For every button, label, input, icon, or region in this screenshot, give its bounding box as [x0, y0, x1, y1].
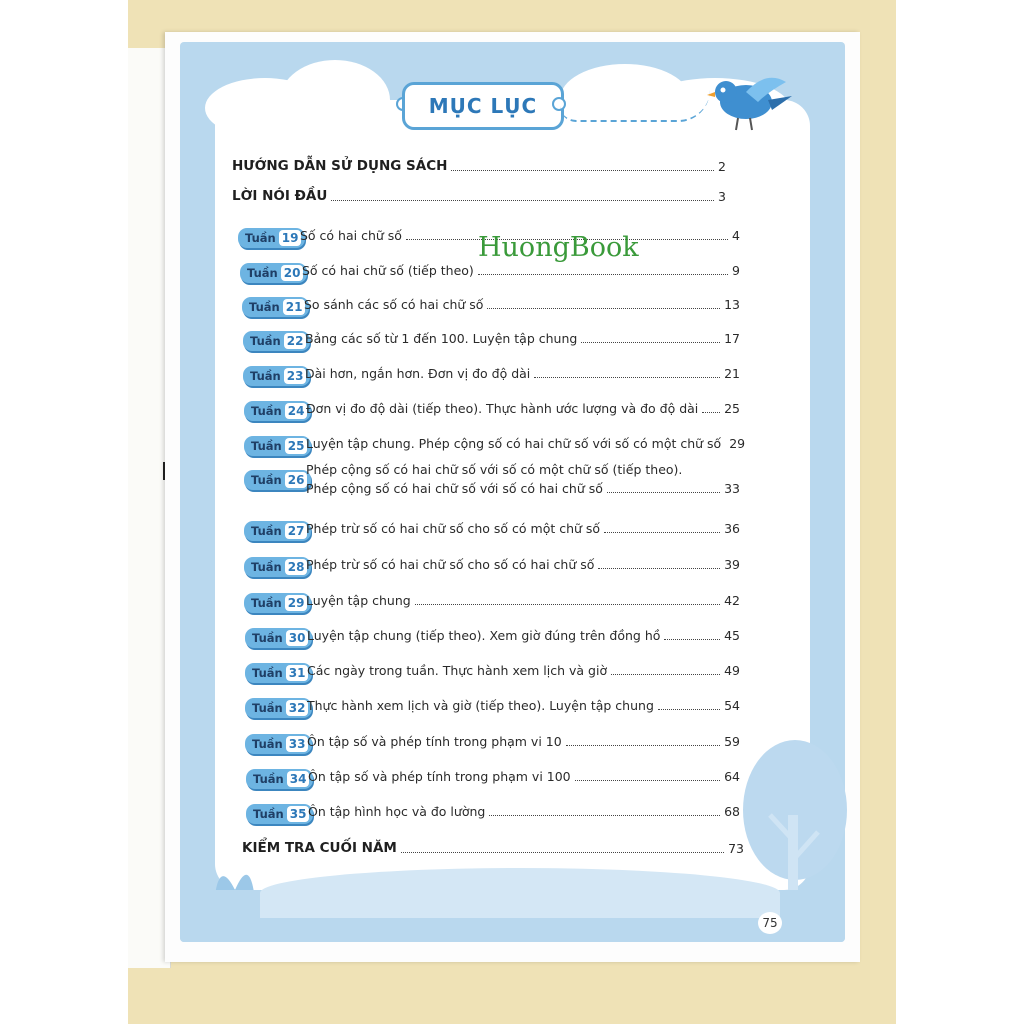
page-number: 75 [758, 912, 782, 934]
leader-dots [331, 200, 714, 201]
week-title-continued: Phép cộng số có hai chữ số với số có hai chữ số [306, 481, 603, 496]
week-title: Ôn tập số và phép tính trong phạm vi 100 [308, 769, 571, 784]
week-title: Thực hành xem lịch và giờ (tiếp theo). Luyện tập chung [307, 698, 654, 713]
week-word: Tuần [250, 369, 281, 383]
toc-entry-week[interactable] [307, 663, 740, 678]
week-number: 27 [285, 523, 308, 539]
entry-label: LỜI NÓI ĐẦU [232, 188, 328, 204]
entry-page: 29 [729, 436, 746, 451]
week-word: Tuần [253, 772, 284, 786]
leader-dots [611, 674, 720, 675]
week-number: 26 [285, 472, 308, 488]
week-badge [243, 366, 310, 386]
week-word: Tuần [251, 560, 282, 574]
week-word: Tuần [247, 266, 278, 280]
week-badge [244, 436, 311, 456]
week-badge [245, 663, 312, 683]
week-title: Ôn tập số và phép tính trong phạm vi 10 [307, 734, 562, 749]
entry-page: 42 [724, 593, 740, 608]
week-title: Luyện tập chung. Phép cộng số có hai chữ số với số có một chữ số [306, 436, 722, 451]
week-number: 21 [283, 299, 306, 315]
leader-dots [664, 639, 720, 640]
entry-page: 59 [724, 734, 740, 749]
entry-page: 33 [724, 481, 740, 496]
week-badge [245, 734, 312, 754]
leader-dots [604, 532, 720, 533]
entry-page: 13 [724, 297, 740, 312]
entry-page: 68 [724, 804, 740, 819]
leader-dots [487, 308, 720, 309]
week-word: Tuần [251, 473, 282, 487]
week-number: 28 [285, 559, 308, 575]
leader-dots [566, 745, 720, 746]
leader-dots [415, 604, 720, 605]
week-word: Tuần [252, 631, 283, 645]
entry-page: 73 [728, 841, 744, 856]
toc-entry-week[interactable] [305, 366, 740, 381]
week-number: 20 [281, 265, 304, 281]
entry-label: KIỂM TRA CUỐI NĂM [242, 840, 397, 856]
toc-entry-week[interactable] [304, 297, 740, 312]
week-word: Tuần [251, 524, 282, 538]
toc-entry-week[interactable] [308, 769, 740, 784]
leader-dots [401, 852, 724, 853]
toc-entry-week[interactable] [305, 331, 740, 346]
week-title: Đơn vị đo độ dài (tiếp theo). Thực hành ước lượng và đo độ dài [306, 401, 699, 416]
entry-page: 25 [724, 401, 740, 416]
week-number: 24 [285, 403, 308, 419]
week-badge [238, 228, 305, 248]
entry-page: 49 [724, 663, 740, 678]
week-title: Các ngày trong tuần. Thực hành xem lịch và giờ [307, 663, 608, 678]
week-title: Luyện tập chung (tiếp theo). Xem giờ đúng trên đồng hồ [307, 628, 661, 643]
week-badge [240, 263, 307, 283]
week-title: Phép cộng số có hai chữ số với số có một chữ số (tiếp theo). [306, 462, 683, 477]
ground-hill [260, 868, 780, 918]
week-badge [243, 331, 310, 351]
week-number: 19 [279, 230, 302, 246]
week-badge [245, 628, 312, 648]
week-word: Tuần [250, 334, 281, 348]
toc-entry-week[interactable] [302, 263, 740, 278]
week-number: 34 [287, 771, 310, 787]
week-title: So sánh các số có hai chữ số [304, 297, 484, 312]
week-word: Tuần [251, 596, 282, 610]
toc-entry-week[interactable] [306, 521, 740, 536]
week-badge [242, 297, 309, 317]
leader-dots [607, 492, 720, 493]
leader-dots [451, 170, 714, 171]
page-title: MỤC LỤC [428, 94, 538, 118]
week-word: Tuần [252, 701, 283, 715]
week-title: Ôn tập hình học và đo lường [308, 804, 486, 819]
toc-entry-week[interactable] [307, 734, 740, 749]
leader-dots [581, 342, 720, 343]
leader-dots [534, 377, 720, 378]
toc-entry-week[interactable] [306, 462, 740, 496]
week-word: Tuần [252, 666, 283, 680]
toc-entry-guide[interactable] [232, 158, 726, 174]
entry-label: HƯỚNG DẪN SỬ DỤNG SÁCH [232, 158, 448, 174]
entry-page: 3 [718, 189, 726, 204]
week-number: 25 [285, 438, 308, 454]
week-number: 35 [287, 806, 310, 822]
week-badge [244, 401, 311, 421]
week-badge [244, 593, 311, 613]
week-number: 32 [286, 700, 309, 716]
week-number: 29 [285, 595, 308, 611]
leader-dots [658, 709, 720, 710]
leader-dots [478, 274, 728, 275]
toc-entry-week[interactable] [307, 628, 740, 643]
entry-page: 2 [718, 159, 726, 174]
entry-page: 39 [724, 557, 740, 572]
entry-page: 45 [724, 628, 740, 643]
week-title: Phép trừ số có hai chữ số cho số có hai chữ số [306, 557, 595, 572]
leader-dots [598, 568, 720, 569]
week-badge [244, 557, 311, 577]
title-banner [402, 82, 564, 130]
entry-page: 64 [724, 769, 740, 784]
toc-entry-week[interactable] [306, 401, 740, 416]
entry-page: 17 [724, 331, 740, 346]
dashed-path [560, 90, 710, 122]
week-badge [246, 769, 313, 789]
toc-entry-final-test[interactable] [242, 840, 744, 856]
week-title: Số có hai chữ số (tiếp theo) [302, 263, 474, 278]
week-badge [245, 698, 312, 718]
watermark: HuongBook [478, 232, 639, 263]
entry-page: 4 [732, 228, 740, 243]
week-title: Dài hơn, ngắn hơn. Đơn vị đo độ dài [305, 366, 531, 381]
bird-icon [706, 70, 796, 140]
entry-page: 21 [724, 366, 740, 381]
week-badge [244, 521, 311, 541]
toc-entry-week[interactable] [307, 698, 740, 713]
week-badge [246, 804, 313, 824]
entry-page: 9 [732, 263, 740, 278]
week-title: Bảng các số từ 1 đến 100. Luyện tập chung [305, 331, 578, 346]
week-number: 31 [286, 665, 309, 681]
week-word: Tuần [251, 404, 282, 418]
toc-entry-week[interactable] [306, 593, 740, 608]
entry-page: 36 [724, 521, 740, 536]
week-number: 22 [284, 333, 307, 349]
week-word: Tuần [249, 300, 280, 314]
week-word: Tuần [251, 439, 282, 453]
week-title: Phép trừ số có hai chữ số cho số có một chữ số [306, 521, 601, 536]
week-badge [244, 470, 311, 490]
week-title: Số có hai chữ số [300, 228, 402, 243]
toc-entry-preface[interactable] [232, 188, 726, 204]
week-number: 33 [286, 736, 309, 752]
entry-page: 54 [724, 698, 740, 713]
week-number: 23 [284, 368, 307, 384]
toc-entry-week[interactable] [306, 436, 746, 451]
leader-dots [575, 780, 720, 781]
week-word: Tuần [252, 737, 283, 751]
leader-dots [702, 412, 720, 413]
week-word: Tuần [253, 807, 284, 821]
week-number: 30 [286, 630, 309, 646]
toc-entry-week[interactable] [306, 557, 740, 572]
leader-dots [489, 815, 720, 816]
week-word: Tuần [245, 231, 276, 245]
toc-entry-week[interactable] [308, 804, 740, 819]
week-title: Luyện tập chung [306, 593, 411, 608]
